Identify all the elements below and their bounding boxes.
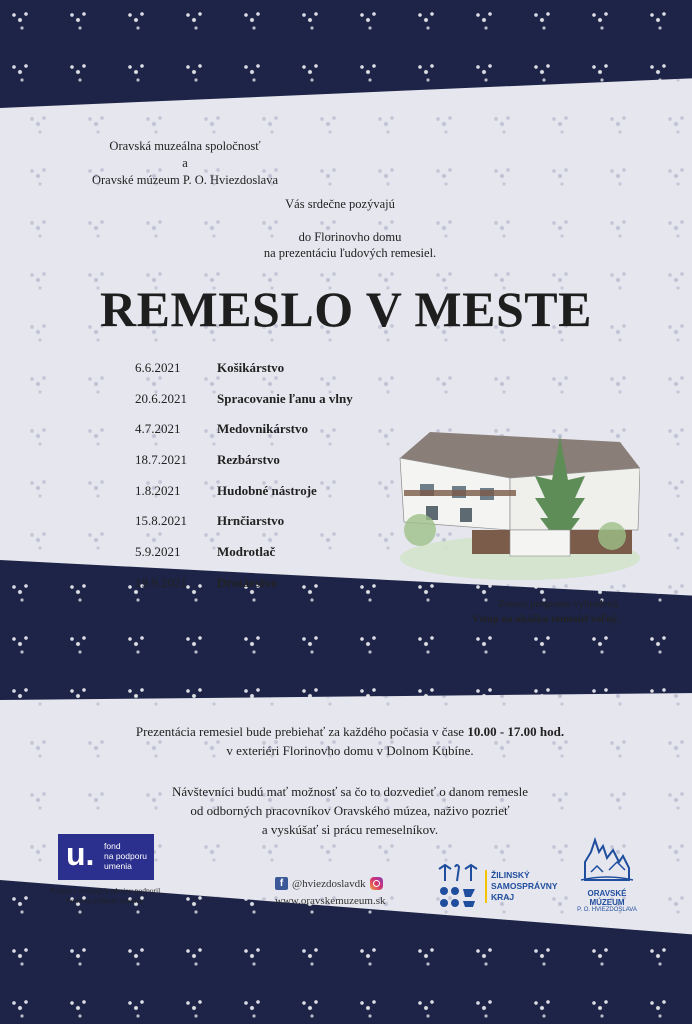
schedule-row — [135, 452, 353, 483]
om-line-1: ORAVSKÉ — [587, 889, 627, 898]
fund-logo-letter: u. — [66, 836, 95, 872]
event-title: REMESLO V MESTE — [100, 281, 592, 337]
schedule-craft: Rezbárstvo — [217, 452, 280, 468]
zsk-name — [485, 870, 558, 903]
visitors-text — [90, 782, 610, 839]
info-time: 10.00 - 17.00 hod. — [467, 724, 565, 739]
schedule-craft: Drotárstvo — [217, 574, 278, 590]
info-line-2: v exteriéri Florinovho domu v Dolnom Kubíne. — [226, 743, 474, 758]
fund-note — [30, 886, 180, 906]
zsk-line: KRAJ — [491, 891, 515, 902]
schedule-row — [135, 391, 353, 422]
schedule-date: 6.6.2021 — [135, 360, 181, 375]
invitation-text: Vás srdečne pozývajú — [285, 197, 395, 211]
zsk-logo — [435, 863, 558, 909]
schedule-date: 4.7.2021 — [135, 421, 181, 437]
schedule-date: 18.7.2021 — [135, 452, 187, 468]
zsk-emblem-icon — [435, 863, 479, 909]
venue-text — [200, 229, 500, 261]
schedule-row — [135, 483, 353, 514]
venue-line-2: na prezentáciu ľudových remesiel. — [263, 246, 437, 260]
schedule-date: 1.8.2021 — [135, 482, 181, 498]
schedule-craft: Hudobné nástroje — [217, 482, 317, 498]
schedule-date: 5.9.2021 — [135, 544, 181, 560]
facebook-icon[interactable]: f — [275, 877, 288, 890]
schedule-craft: Spracovanie ľanu a vlny — [217, 390, 353, 406]
fund-logo-line: fond — [104, 841, 121, 851]
oravske-muzeum-logo — [572, 832, 642, 913]
schedule-date: 19.9.2021 — [135, 574, 187, 590]
fund-logo-line: umenia — [104, 861, 132, 871]
schedule-row — [135, 544, 353, 575]
venue-line-1: do Florinovho domu — [298, 230, 402, 244]
fund-logo-line: na podporu — [104, 851, 148, 861]
website-link[interactable]: www.oravskemuzeum.sk — [275, 895, 386, 907]
schedule-craft: Košikárstvo — [217, 360, 285, 375]
instagram-icon[interactable] — [370, 877, 383, 890]
zsk-line: SAMOSPRÁVNY — [491, 880, 558, 891]
fund-logo-text — [104, 841, 147, 871]
visitors-line-1: Návštevníci budú mať možnosť sa čo to dozvedieť o danom remesle — [171, 784, 528, 799]
info-prefix: Prezentácia remesiel bude prebiehať za každého počasia v čase — [135, 724, 468, 739]
schedule-row — [135, 421, 353, 452]
schedule-list — [135, 360, 353, 606]
visitors-line-3: a vyskúšať si prácu remeselníkov. — [261, 822, 439, 837]
program-note — [420, 597, 620, 627]
schedule-row — [135, 360, 353, 391]
note-change: Zmena programu vyhradená. — [498, 599, 620, 610]
schedule-date: 15.8.2021 — [135, 513, 187, 529]
organizer-line-2: a — [182, 156, 188, 170]
zsk-line: ŽILINSKÝ — [491, 869, 530, 880]
social-links — [275, 877, 383, 890]
om-line-3: P. O. HVIEZDOSLAVA — [577, 907, 637, 913]
note-entry-free: Vstup na ukážku remesiel voľný. — [472, 614, 620, 625]
fund-logo — [58, 834, 154, 880]
house-illustration — [390, 418, 640, 586]
schedule-row — [135, 513, 353, 544]
schedule-date: 20.6.2021 — [135, 390, 187, 406]
info-text — [90, 722, 610, 760]
info-line-1 — [90, 722, 610, 741]
schedule-row — [135, 575, 353, 606]
fund-note-line-2: Fond na podporu umenia. — [66, 896, 144, 905]
schedule-craft: Modrotlač — [217, 544, 276, 560]
visitors-line-2: od odborných pracovníkov Oravského múzea, naživo pozrieť — [190, 803, 510, 818]
castle-logo-icon — [577, 832, 637, 884]
om-line-2: MÚZEUM — [589, 898, 625, 907]
organizer-line-3: Oravské múzeum P. O. Hviezdoslava — [91, 173, 279, 187]
organizers — [60, 138, 310, 189]
schedule-craft: Hrnčiarstvo — [217, 513, 285, 529]
organizer-line-1: Oravská muzeálna spoločnosť — [109, 139, 261, 153]
fund-note-line-1: Projekt z verejných zdrojov podporil — [49, 886, 161, 895]
social-handle[interactable]: @hviezdoslavdk — [292, 877, 366, 890]
schedule-craft: Medovnikárstvo — [217, 421, 308, 437]
